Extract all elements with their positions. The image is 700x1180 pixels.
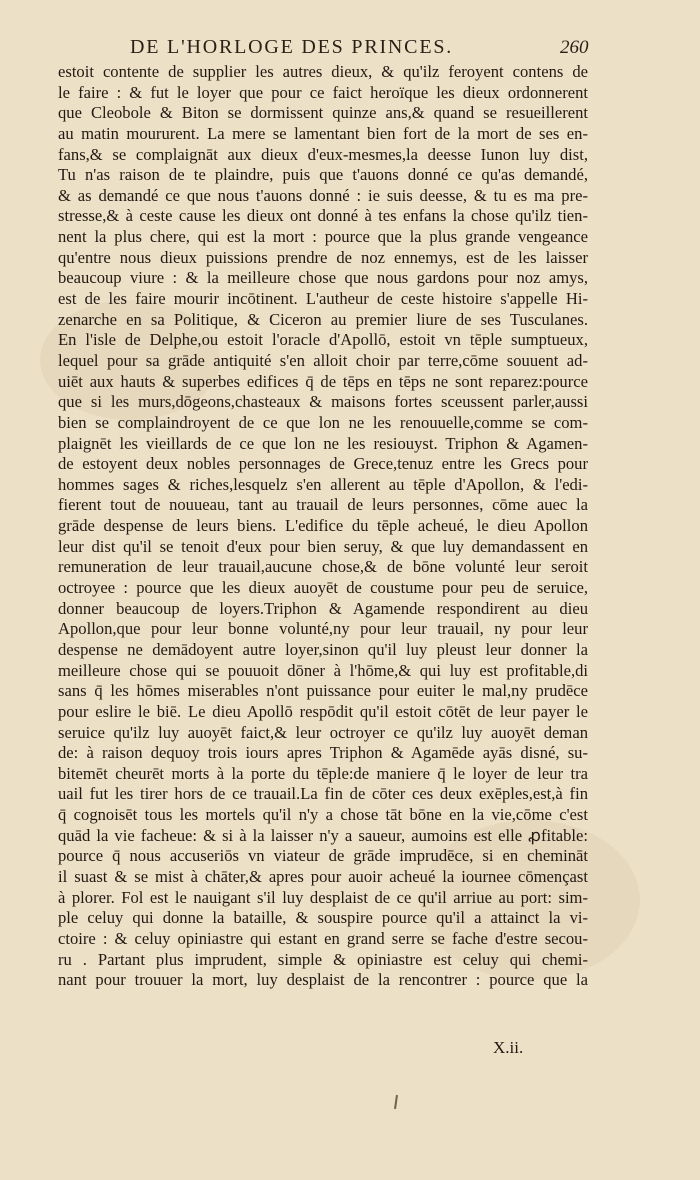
text-line: hommes sages & riches,lesquelz s'en allerent au tēple d'Apollon, & l'edi-: [58, 474, 588, 494]
text-line: octroyee : pource que les dieux auoyēt de coustume pour peu de seruice,: [58, 578, 588, 598]
text-line: le faire : & fut le loyer que pour ce faict heroïque les dieux ordonnerent: [58, 82, 588, 102]
text-line: sans q̄ les hōmes miserables n'ont puissance pour euiter le mal,ny prudēce: [58, 681, 588, 701]
text-line: est de les faire mourir incōtinent. L'autheur de ceste histoire s'appelle Hi-: [58, 289, 588, 309]
text-line: seruice qu'ilz luy auoyēt faict,& leur octroyer ce qu'ilz luy auoyēt deman: [58, 722, 588, 742]
text-line: bien se complaindroyent de ce que lon ne les renouuelle,comme se com-: [58, 412, 588, 432]
text-line: stresse,& à ceste cause les dieux ont donné à tes enfans la chose qu'ilz tien-: [58, 206, 588, 226]
text-line: plaignēt les vieillards de ce que lon ne les resiouyst. Triphon & Agamen-: [58, 433, 588, 453]
folio-number: 260: [560, 37, 589, 58]
text-line: donner beaucoup de loyers.Triphon & Agamende respondirent au dieu: [58, 598, 588, 618]
text-line: estoit contente de supplier les autres dieux, & qu'ilz feroyent contens de: [58, 62, 588, 81]
text-line: uail fut les tirer hors de ce trauail.La fin de cōter ces deux exēples,est,à fin: [58, 784, 588, 804]
text-line: uiēt aux hauts & superbes edifices q̄ de tēps en tēps ne sont reparez:pource: [58, 371, 588, 391]
text-line: remuneration de leur trauail,aucune chose,& de bōne volunté leur seroit: [58, 557, 588, 577]
text-line: quād la vie facheue: & si à la laisser n'y a saueur, aumoins est elle ꝓfitable:: [58, 825, 588, 845]
text-line: & as demandé ce que nous t'auons donné : ie suis deesse, & tu es ma pre-: [58, 185, 588, 205]
text-line: despense ne demādoyent autre loyer,sinon qu'il luy pleust leur donner la: [58, 639, 588, 659]
text-line: pour eslire le biē. Le dieu Apollō respōdit qu'il estoit cōtēt de leur payer le: [58, 701, 588, 721]
text-line: fans,& se complaignāt aux dieux d'eux-mesmes,la deesse Iunon luy dist,: [58, 144, 588, 164]
text-line: nant pour trouuer la mort, luy desplaist de la rencontrer : pource que la: [58, 970, 588, 990]
text-line: fierent tout de nouueau, tant au trauail de leurs personnes, cōme auec la: [58, 495, 588, 515]
text-line: que Cleobole & Biton se dormissent quinze ans,& quand se resueillerent: [58, 103, 588, 123]
text-line: ctoire : & celuy opiniastre qui estant en grand serre se fache d'estre secou-: [58, 928, 588, 948]
text-line: ru . Partant plus imprudent, simple & opiniastre est celuy qui chemi-: [58, 949, 588, 969]
text-line: Tu n'as raison de te plaindre, puis que t'auons donné ce qu'as demandé,: [58, 165, 588, 185]
text-line: q̄ cognoisēt tous les mortels qu'il n'y a chose tāt bōne en la vie,cōme c'est: [58, 805, 588, 825]
text-line: au matin moururent. La mere se lamentant bien fort de la mort de ses en-: [58, 123, 588, 143]
text-line: à plorer. Fol est le nauigant s'il luy desplaist de ce qu'il arriue au port: sim-: [58, 887, 588, 907]
text-line: pource q̄ nous accuseriōs vn viateur de grāde imprudēce, si en chemināt: [58, 846, 588, 866]
text-line: ple celuy qui donne la bataille, & souspire pource qu'il a attainct la vi-: [58, 908, 588, 928]
ink-mark: [394, 1095, 398, 1109]
text-line: il suast & se mist à chāter,& apres pour auoir acheué la iournee cōmençast: [58, 866, 588, 886]
text-line: Apollon,que pour leur bonne volunté,ny pour leur trauail, ny pour leur: [58, 619, 588, 639]
running-head: [0, 36, 700, 60]
body-text: [58, 62, 588, 991]
text-line: de: à raison dequoy trois iours apres Triphon & Agamēde ayās disné, su-: [58, 743, 588, 763]
running-title: DE L'HORLOGE DES PRINCES.: [130, 36, 454, 58]
text-line: zenarche en sa Politique, & Ciceron au premier liure de ses Tusculanes.: [58, 309, 588, 329]
text-line: beaucoup viure : & la meilleure chose que nous gardons pour noz amys,: [58, 268, 588, 288]
text-line: leur dist qu'il se tenoit d'eux pour bien seruy, & que luy demandassent en: [58, 536, 588, 556]
text-line: nent la plus chere, qui est la mort : pource que la plus grande vengeance: [58, 227, 588, 247]
text-line: que si les murs,dōgeons,chasteaux & maisons fortes sceussent parler,aussi: [58, 392, 588, 412]
text-line: bitemēt cheurēt morts à la porte du tēple:de maniere q̄ le loyer de leur tra: [58, 763, 588, 783]
text-line: qu'entre nous dieux puissions prendre de noz ennemys, est de les laisser: [58, 247, 588, 267]
text-line: En l'isle de Delphe,ou estoit l'oracle d'Apollō, estoit vn tēple sumptueux,: [58, 330, 588, 350]
text-line: meilleure chose qui se pouuoit dōner à l'hōme,& qui luy est profitable,di: [58, 660, 588, 680]
text-line: de estoyent deux nobles personnages de Grece,tenuz entre les Grecs pour: [58, 454, 588, 474]
signature-mark: X.ii.: [493, 1038, 524, 1057]
text-line: grāde despense de leurs biens. L'edifice du tēple acheué, le dieu Apollon: [58, 516, 588, 536]
text-line: lequel pour sa grāde antiquité s'en alloit choir par terre,cōme souuent ad-: [58, 350, 588, 370]
